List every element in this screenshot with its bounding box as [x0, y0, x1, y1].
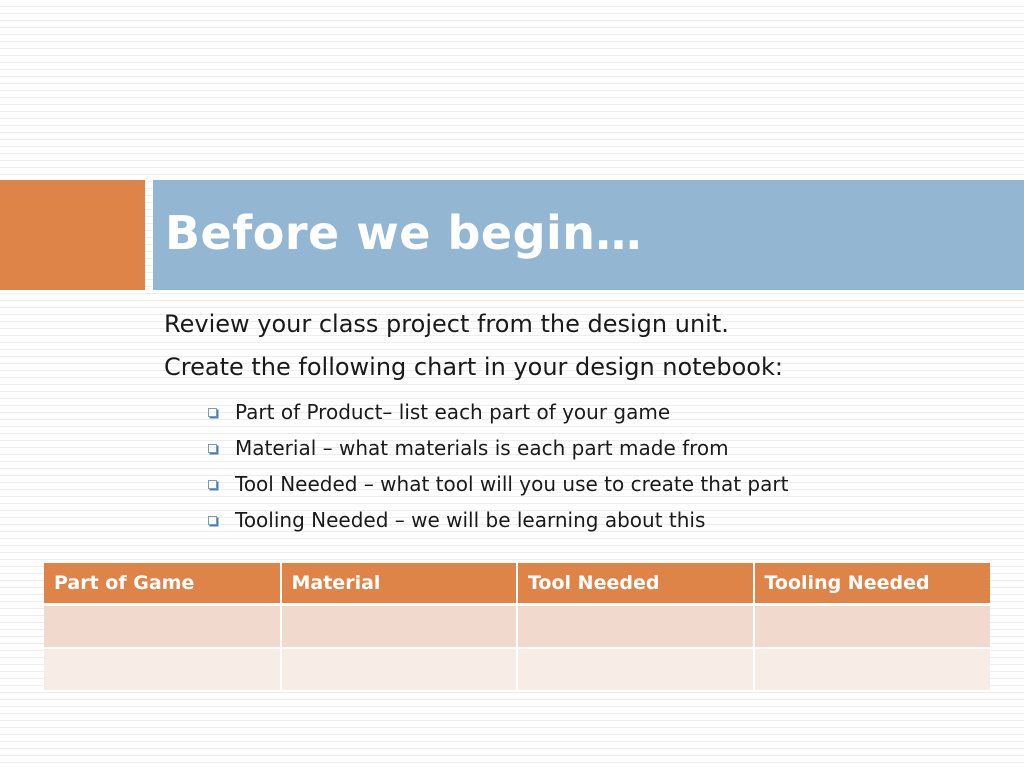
- header-part-of-game: Part of Game: [44, 563, 281, 605]
- table-row: [44, 605, 990, 649]
- table-cell: [281, 648, 518, 691]
- table-cell: [517, 648, 754, 691]
- bullet-text: Material – what materials is each part made from: [235, 436, 729, 460]
- bullet-item: [206, 466, 788, 502]
- table-cell: [754, 605, 991, 649]
- body-line-review: Review your class project from the design unit.: [164, 310, 729, 338]
- bullet-text: Tool Needed – what tool will you use to create that part: [235, 472, 789, 496]
- table-header-row: [44, 563, 990, 605]
- body-line-create: Create the following chart in your design notebook:: [164, 353, 783, 381]
- bullet-text: Tooling Needed – we will be learning about this: [235, 508, 706, 532]
- title-bar: [153, 180, 1024, 290]
- square-bullet-icon: [208, 480, 217, 489]
- bullet-item: [206, 430, 788, 466]
- bullet-item: [206, 502, 788, 538]
- table-cell: [281, 605, 518, 649]
- square-bullet-icon: [208, 516, 217, 525]
- bullet-item: [206, 394, 788, 430]
- design-chart-table: [44, 563, 990, 692]
- header-tool-needed: Tool Needed: [517, 563, 754, 605]
- bullet-list: [206, 394, 788, 538]
- table-cell: [44, 605, 281, 649]
- bullet-text: Part of Product– list each part of your game: [235, 400, 671, 424]
- header-tooling-needed: Tooling Needed: [754, 563, 991, 605]
- square-bullet-icon: [208, 408, 217, 417]
- slide-title: Before we begin…: [165, 206, 643, 260]
- table-cell: [44, 648, 281, 691]
- table-row: [44, 648, 990, 691]
- accent-block: [0, 180, 145, 290]
- table-cell: [517, 605, 754, 649]
- header-material: Material: [281, 563, 518, 605]
- square-bullet-icon: [208, 444, 217, 453]
- table-cell: [754, 648, 991, 691]
